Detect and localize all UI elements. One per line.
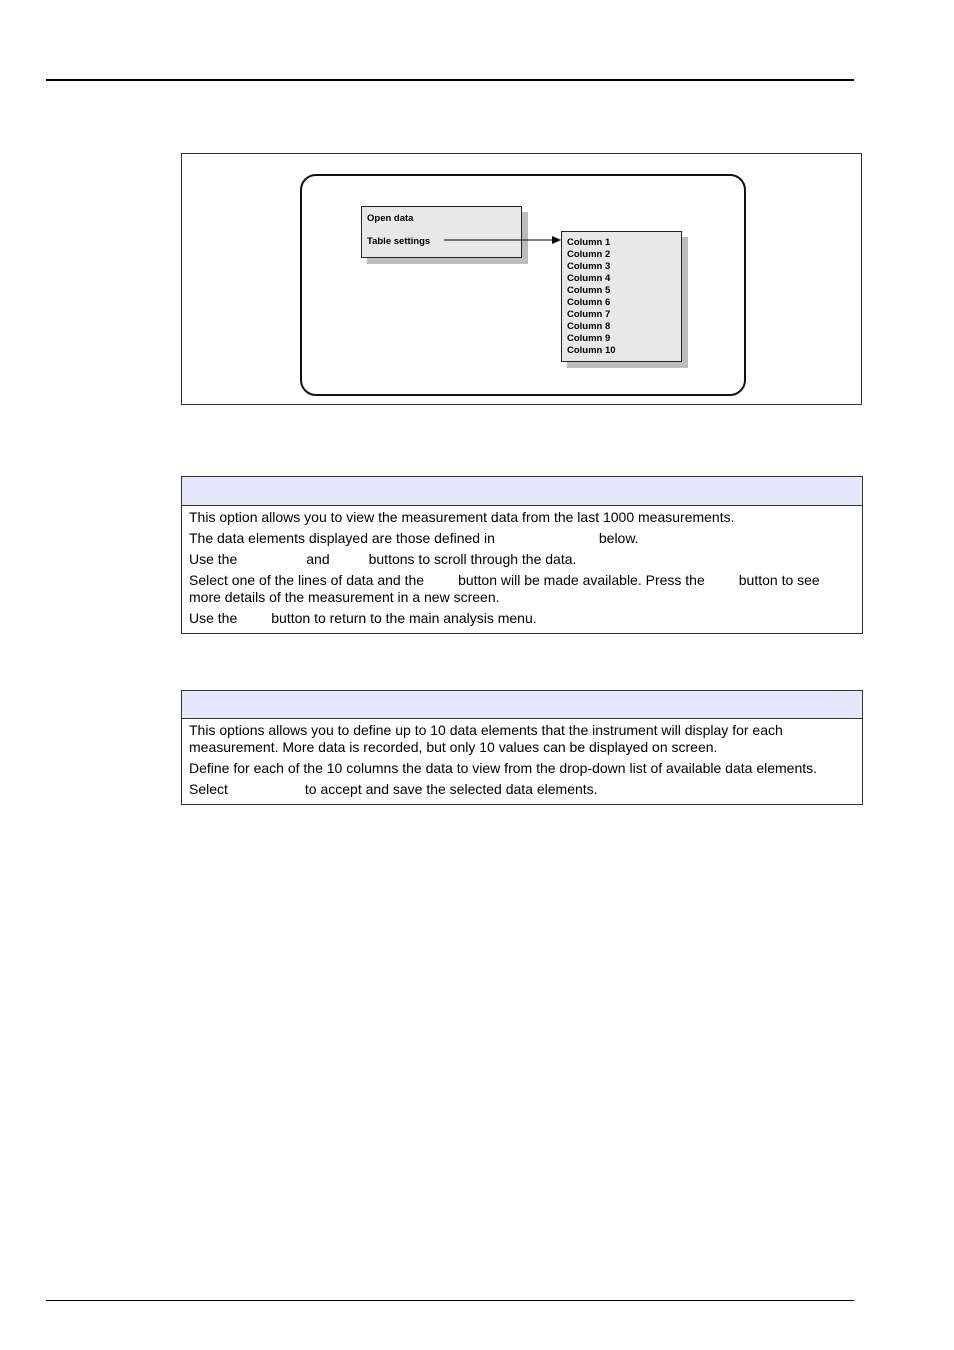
columns-menu xyxy=(561,231,682,362)
column-item: Column 1 xyxy=(567,237,611,248)
column-item: Column 2 xyxy=(567,249,611,260)
open-data-line: This option allows you to view the measurement data from the last 1000 measurements. xyxy=(189,509,735,525)
header-rule xyxy=(46,79,854,81)
table-settings-table xyxy=(181,690,863,805)
open-data-line: Use the and buttons to scroll through the data. xyxy=(189,551,577,567)
column-item: Column 6 xyxy=(567,297,611,308)
table-settings-line: Select to accept and save the selected data elements. xyxy=(189,781,598,797)
instrument-screen xyxy=(300,174,746,396)
column-item: Column 7 xyxy=(567,309,611,320)
open-data-line: Select one of the lines of data and the button will be made available. Press the button to see more details of the measurement in a new screen. xyxy=(189,572,820,605)
column-item: Column 4 xyxy=(567,273,611,284)
column-item: Column 3 xyxy=(567,261,611,272)
open-data-line: Use the button to return to the main analysis menu. xyxy=(189,610,537,626)
menu-item-open-data: Open data xyxy=(367,213,414,224)
menu-diagram xyxy=(181,153,862,405)
column-item: Column 10 xyxy=(567,345,616,356)
column-item: Column 9 xyxy=(567,333,611,344)
table-settings-table-heading xyxy=(182,691,862,719)
open-data-table xyxy=(181,476,863,634)
column-item: Column 5 xyxy=(567,285,611,296)
column-item: Column 8 xyxy=(567,321,611,332)
table-settings-line: Define for each of the 10 columns the data to view from the drop-down list of available data elements. xyxy=(189,760,818,776)
open-data-table-heading xyxy=(182,477,862,506)
table-settings-line: This options allows you to define up to 10 data elements that the instrument will display for each measurement. More data is recorded, but only 10 values can be displayed on screen. xyxy=(189,722,783,755)
open-data-line: The data elements displayed are those defined in below. xyxy=(189,530,639,546)
footer-rule xyxy=(46,1300,854,1301)
menu-item-table-settings: Table settings xyxy=(367,236,431,247)
